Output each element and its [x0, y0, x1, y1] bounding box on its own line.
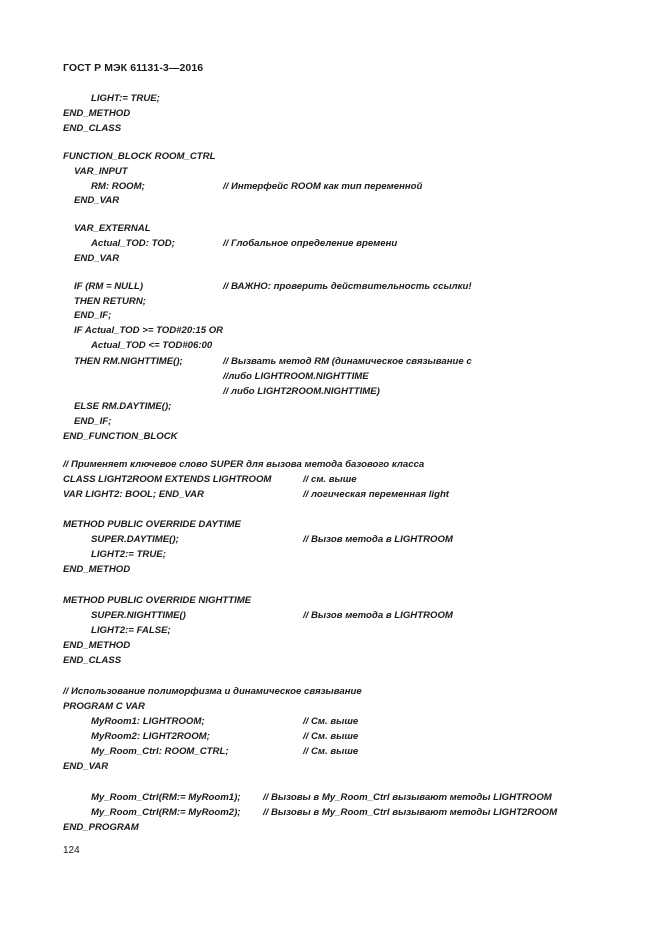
code-line: Actual_TOD: TOD;	[91, 238, 175, 249]
code-line: END_VAR	[63, 761, 109, 772]
code-line: END_VAR	[74, 253, 120, 264]
code-comment: //либо LIGHTROOM.NIGHTTIME	[223, 371, 369, 382]
code-line: LIGHT2:= TRUE;	[91, 549, 166, 560]
code-comment: // логическая переменная light	[303, 489, 450, 500]
code-line: RM: ROOM;	[91, 181, 145, 192]
code-line: VAR_INPUT	[74, 166, 128, 177]
code-comment: // Глобальное определение времени	[223, 238, 398, 249]
code-comment: // см. выше	[303, 474, 357, 485]
code-line: METHOD PUBLIC OVERRIDE NIGHTTIME	[63, 595, 252, 606]
code-comment: // Интерфейс ROOM как тип переменной	[223, 181, 423, 192]
code-line: END_METHOD	[63, 564, 131, 575]
code-line: THEN RETURN;	[74, 296, 146, 307]
code-comment: // См. выше	[303, 746, 359, 757]
code-line: LIGHT2:= FALSE;	[91, 625, 171, 636]
code-line: Actual_TOD <= TOD#06:00	[91, 340, 213, 351]
code-line: My_Room_Ctrl(RM:= MyRoom1);	[91, 792, 241, 803]
code-comment: // Вызов метода в LIGHTROOM	[303, 610, 453, 621]
code-line: VAR_EXTERNAL	[74, 223, 151, 234]
code-line: END_VAR	[74, 195, 120, 206]
document-header: ГОСТ Р МЭК 61131-3—2016	[63, 62, 204, 74]
code-line: END_IF;	[74, 416, 112, 427]
code-line: SUPER.NIGHTTIME()	[91, 610, 186, 621]
code-line: IF Actual_TOD >= TOD#20:15 OR	[74, 325, 224, 336]
code-comment: // либо LIGHT2ROOM.NIGHTTIME)	[223, 386, 380, 397]
code-line: FUNCTION_BLOCK ROOM_CTRL	[63, 151, 216, 162]
code-line: END_CLASS	[63, 655, 122, 666]
code-line: ELSE RM.DAYTIME();	[74, 401, 172, 412]
code-line: MyRoom2: LIGHT2ROOM;	[91, 731, 210, 742]
code-line: PROGRAM C VAR	[63, 701, 145, 712]
code-line: END_METHOD	[63, 108, 131, 119]
page-number: 124	[63, 845, 80, 856]
code-line: CLASS LIGHT2ROOM EXTENDS LIGHTROOM	[63, 474, 272, 485]
code-line: END_IF;	[74, 310, 112, 321]
code-comment: // ВАЖНО: проверить действительность ссылки!	[223, 281, 472, 292]
code-line: SUPER.DAYTIME();	[91, 534, 179, 545]
code-line: MyRoom1: LIGHTROOM;	[91, 716, 205, 727]
code-comment: // Вызовы в My_Room_Ctrl вызывают методы LIGHTROOM	[263, 792, 552, 803]
code-line: END_PROGRAM	[63, 822, 139, 833]
code-line: LIGHT:= TRUE;	[91, 93, 160, 104]
code-comment: // Вызов метода в LIGHTROOM	[303, 534, 453, 545]
code-line: My_Room_Ctrl: ROOM_CTRL;	[91, 746, 229, 757]
code-comment: // См. выше	[303, 731, 359, 742]
code-comment: // Вызвать метод RM (динамическое связывание с	[223, 356, 472, 367]
code-comment: // Вызовы в My_Room_Ctrl вызывают методы LIGHT2ROOM	[263, 807, 558, 818]
code-line: END_CLASS	[63, 123, 122, 134]
code-line: My_Room_Ctrl(RM:= MyRoom2);	[91, 807, 241, 818]
code-line: END_FUNCTION_BLOCK	[63, 431, 178, 442]
code-line: THEN RM.NIGHTTIME();	[74, 356, 183, 367]
code-line: END_METHOD	[63, 640, 131, 651]
code-line: METHOD PUBLIC OVERRIDE DAYTIME	[63, 519, 241, 530]
code-line: // Применяет ключевое слово SUPER для вызова метода базового класса	[63, 459, 425, 470]
code-comment: // См. выше	[303, 716, 359, 727]
code-line: VAR LIGHT2: BOOL; END_VAR	[63, 489, 204, 500]
code-line: IF (RM = NULL)	[74, 281, 144, 292]
code-line: // Использование полиморфизма и динамическое связывание	[63, 686, 362, 697]
